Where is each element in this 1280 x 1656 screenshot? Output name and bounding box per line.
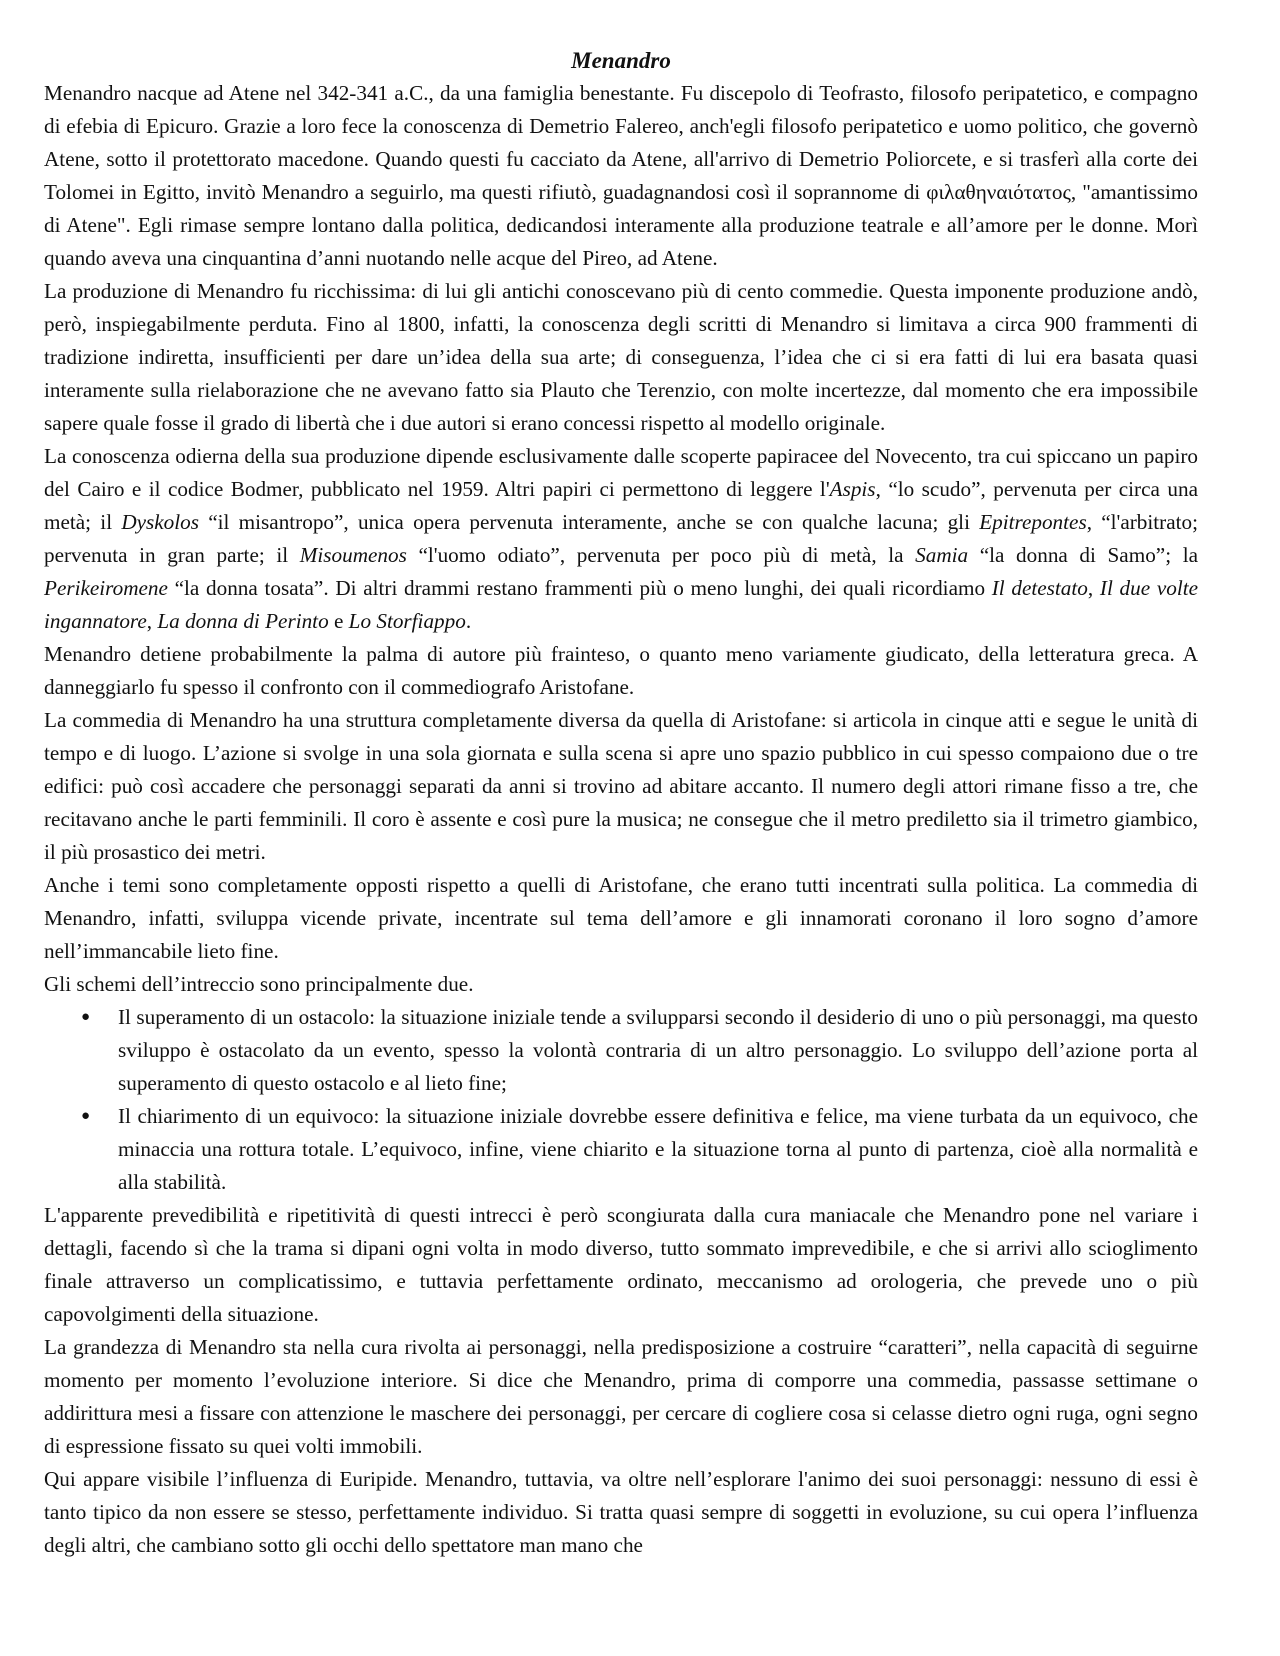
paragraph-schemes-intro: Gli schemi dell’intreccio sono principalmente due. <box>44 972 474 996</box>
text-run: “l'uomo odiato”, pervenuta per poco più di metà, la <box>406 543 916 567</box>
text-run: . <box>465 609 472 633</box>
paragraph-plot-details: L'apparente prevedibilità e ripetitività di questi intrecci è però scongiurata dalla cura maniacale che Menandro pone nel variare i dettagli, facendo sì che la trama si dipani ogni volta in modo diverso, tutto sommato imprevedibile, e che si arrivi allo scioglimento finale attraverso un complicatissimo, e tuttavia perfettamente ordinato, meccanismo ad orologeria, che prevede uno o più capovolgimenti della situazione. <box>44 1203 1198 1326</box>
work-title-perikeiromene: Perikeiromene <box>44 576 168 600</box>
work-title-misoumenos: Misoumenos <box>299 543 407 567</box>
paragraph-structure: La commedia di Menandro ha una struttura completamente diversa da quella di Aristofane: si articola in cinque atti e segue le unità di tempo e di luogo. L’azione si svolge in una sola giornata e sulla scena si apre uno spazio pubblico in cui spesso compaiono due o tre edifici: può così accadere che personaggi separati da anni si trovino ad abitare accanto. Il numero degli attori rimane fisso a tre, che recitavano anche le parti femminili. Il coro è assente e così pure la musica; ne consegue che il metro prediletto sia il trimetro giambico, il più prosastico dei metri. <box>44 708 1198 864</box>
text-run: , “lo scudo”, pervenuta per circa una metà; il <box>44 477 1198 534</box>
paragraph-themes: Anche i temi sono completamente opposti rispetto a quelli di Aristofane, che erano tutti incentrati sulla politica. La commedia di Menandro, infatti, sviluppa vicende private, incentrate sul tema dell’amore e gli innamorati coronano il loro sogno d’amore nell’immancabile lieto fine. <box>44 873 1198 963</box>
list-item: ● Il superamento di un ostacolo: la situazione iniziale tende a svilupparsi secondo il desiderio di uno o più personaggi, ma questo sviluppo è ostacolato da un evento, spesso la volontà contraria di un altro personaggio. Lo sviluppo dell’azione porta al superamento di questo ostacolo e al lieto fine; <box>118 1001 1198 1100</box>
page-title: Menandro <box>571 48 671 73</box>
paragraph-characters: La grandezza di Menandro sta nella cura rivolta ai personaggi, nella predisposizione a costruire “caratteri”, nella capacità di seguirne momento per momento l’evoluzione interiore. Si dice che Menandro, prima di comporre una commedia, passasse settimane o addirittura mesi a fissare con attenzione le maschere dei personaggi, per cercare di cogliere cosa si celasse dietro ogni ruga, ogni segno di espressione fissato su quei volti immobili. <box>44 1335 1198 1458</box>
work-title-samia: Samia <box>915 543 969 567</box>
text-run: , <box>1087 576 1100 600</box>
work-title-aspis: Aspis <box>829 477 876 501</box>
work-title-ingannatore: Il due volte ingannatore <box>44 576 1198 633</box>
work-title-detestato: Il detestato <box>991 576 1088 600</box>
paragraph-biography: Menandro nacque ad Atene nel 342-341 a.C., da una famiglia benestante. Fu discepolo di Teofrasto, filosofo peripatetico, e compagno di efebia di Epicuro. Grazie a loro fece la conoscenza di Demetrio Falereo, anch'egli filosofo peripatetico e uomo politico, che governò Atene, sotto il protettorato macedone. Quando questi fu cacciato da Atene, all'arrivo di Demetrio Poliorcete, e si trasferì alla corte dei Tolomei in Egitto, invitò Menandro a seguirlo, ma questi rifiutò, guadagnandosi così il soprannome di φιλαθηναιότατος, "amantissimo di Atene". Egli rimase sempre lontano dalla politica, dedicandosi interamente alla produzione teatrale e all’amore per le donne. Morì quando aveva una cinquantina d’anni nuotando nelle acque del Pireo, ad Atene. <box>44 81 1198 270</box>
text-run: e <box>328 609 349 633</box>
paragraph-production: La produzione di Menandro fu ricchissima: di lui gli antichi conoscevano più di cento commedie. Questa imponente produzione andò, però, inspiegabilmente perduta. Fino al 1800, infatti, la conoscenza degli scritti di Menandro si limitava a circa 900 frammenti di tradizione indiretta, insufficienti per dare un’idea della sua arte; di conseguenza, l’idea che ci si era fatti di lui era basata quasi interamente sulla rielaborazione che ne avevano fatto sia Plauto che Terenzio, con molte incertezze, dal momento che era impossibile sapere quale fosse il grado di libertà che i due autori si erano concessi rispetto al modello originale. <box>44 279 1198 435</box>
text-run: “la donna di Samo”; la <box>968 543 1198 567</box>
schemes-list <box>44 1001 1198 1199</box>
paragraph-euripides: Qui appare visibile l’influenza di Euripide. Menandro, tuttavia, va oltre nell’esplorare l'animo dei suoi personaggi: nessuno di essi è tanto tipico da non essere se stesso, perfettamente individuo. Si tratta quasi sempre di soggetti in evoluzione, su cui opera l’influenza degli altri, che cambiano sotto gli occhi dello spettatore man mano che <box>44 1467 1198 1557</box>
work-title-dyskolos: Dyskolos <box>121 510 200 534</box>
paragraph-reception: Menandro detiene probabilmente la palma di autore più frainteso, o quanto meno variamente giudicato, della letteratura greca. A danneggiarlo fu spesso il confronto con il commediografo Aristofane. <box>44 642 1198 699</box>
work-title-epitrepontes: Epitrepontes <box>979 510 1087 534</box>
text-run: , “l'arbitrato; pervenuta in gran parte; il <box>44 510 1199 567</box>
text-run: La conoscenza odierna della sua produzione dipende esclusivamente dalle scoperte papiracee del Novecento, tra cui spiccano un papiro del Cairo e il codice Bodmer, pubblicato nel 1959. Altri papiri ci permettono di leggere l' <box>44 444 1198 501</box>
work-title-perinto: La donna di Perinto <box>157 609 329 633</box>
list-item: ● Il chiarimento di un equivoco: la situazione iniziale dovrebbe essere definitiva e felice, ma viene turbata da un equivoco, che minaccia una rottura totale. L’equivoco, infine, viene chiarito e la situazione torna al punto di partenza, cioè alla normalità e alla stabilità. <box>118 1100 1198 1199</box>
text-run: , <box>146 609 158 633</box>
work-title-storfiappo: Lo Storfiappo <box>348 609 466 633</box>
paragraph-papyri <box>44 440 1198 638</box>
text-run: “la donna tosata”. Di altri drammi restano frammenti più o meno lunghi, dei quali ricordiamo <box>167 576 992 600</box>
text-run: “il misantropo”, unica opera pervenuta interamente, anche se con qualche lacuna; gli <box>199 510 980 534</box>
